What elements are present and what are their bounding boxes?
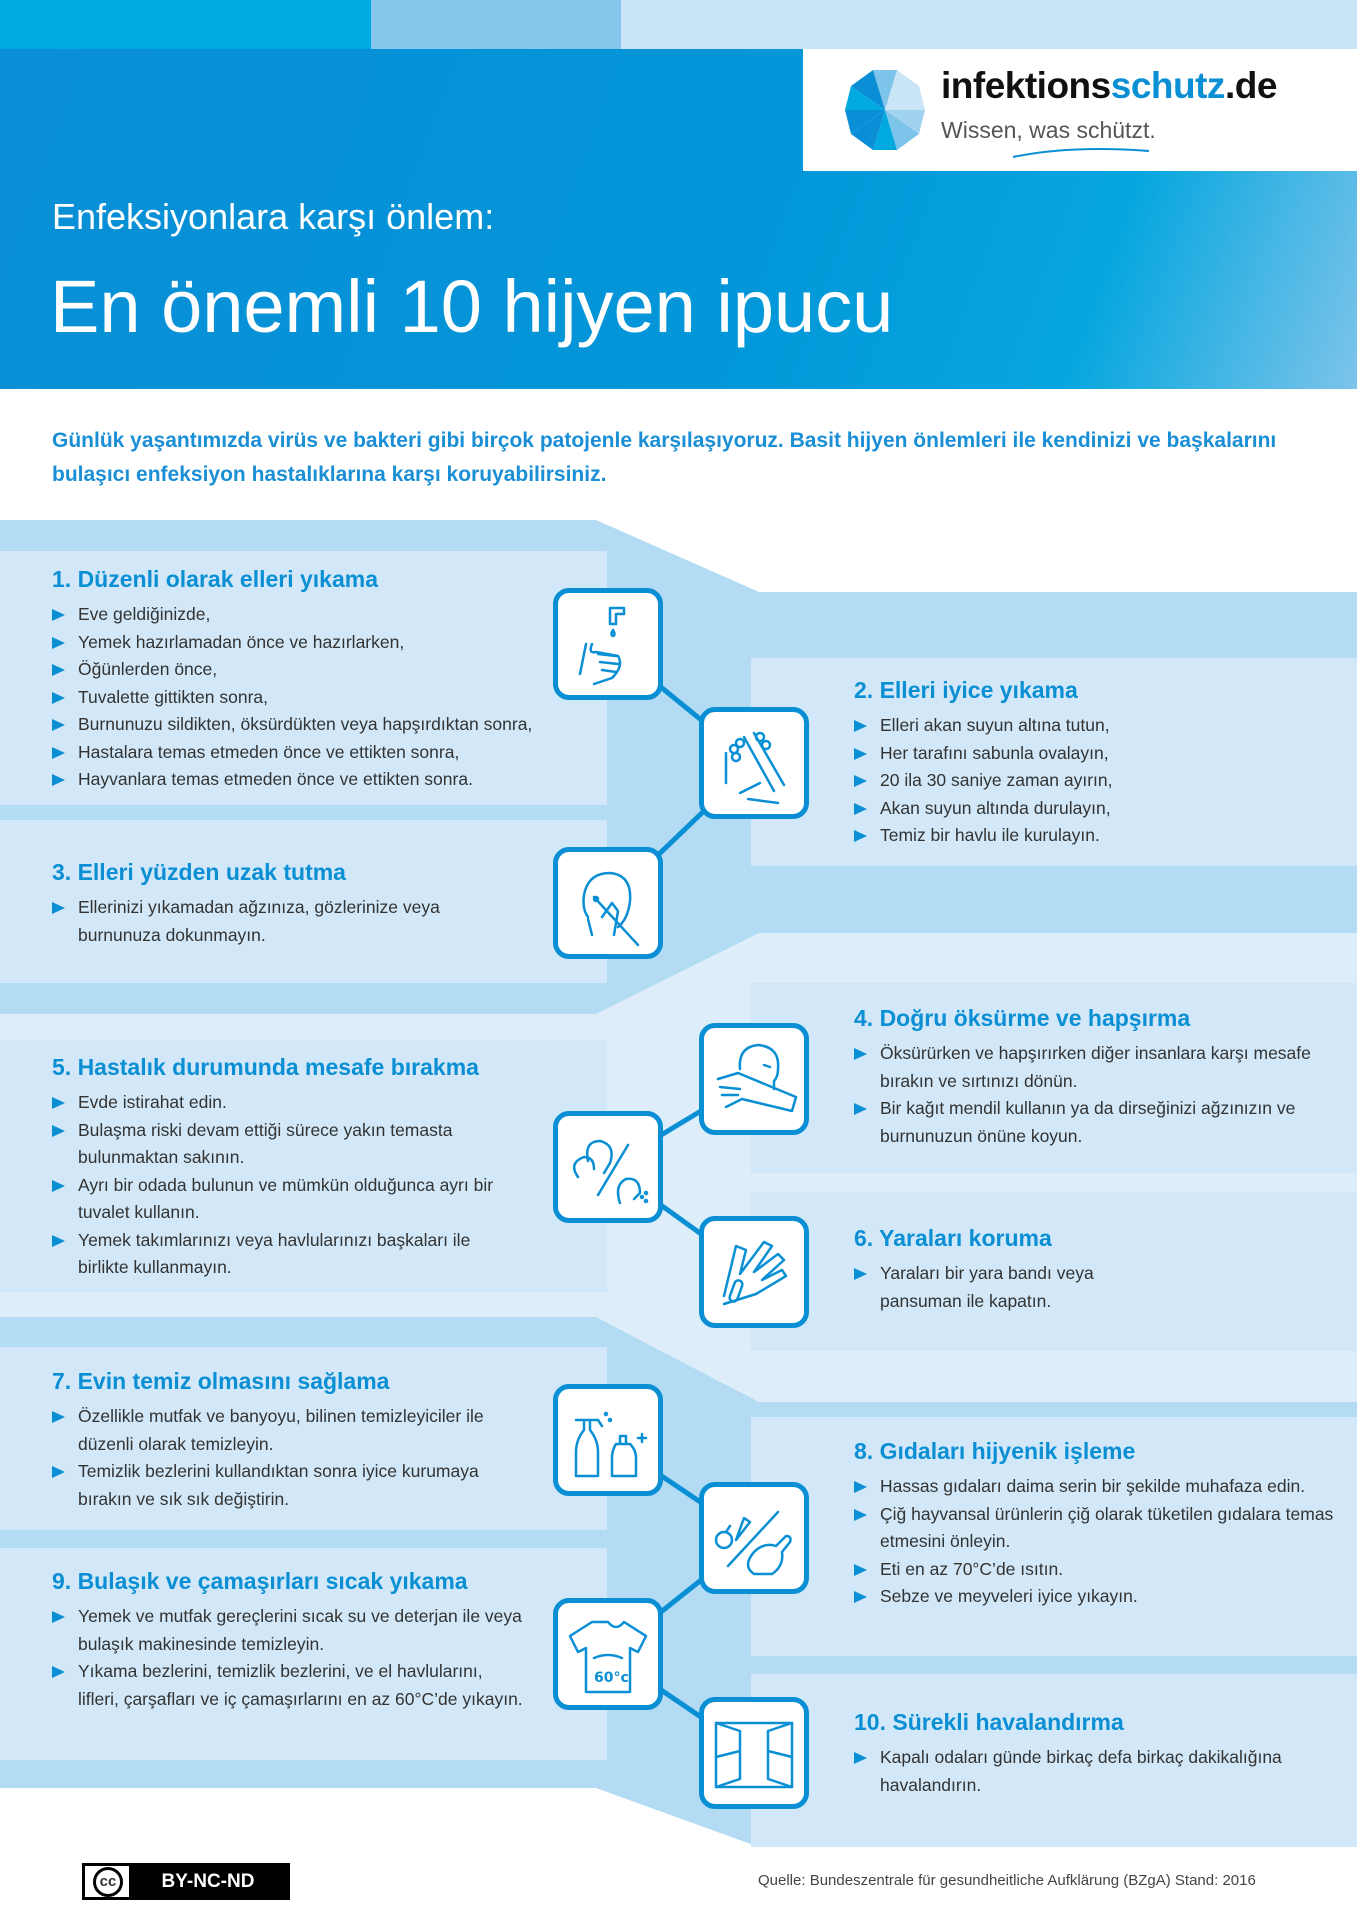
source-note: Quelle: Bundeszentrale für gesundheitliche Aufklärung (BZgA) Stand: 2016 — [758, 1872, 1256, 1889]
tip-4 — [854, 1004, 1334, 1150]
tip-title: 4. Doğru öksürme ve hapşırma — [854, 1005, 1191, 1031]
tip-title: 6. Yaraları koruma — [854, 1225, 1052, 1251]
tip-item: Öksürürken ve hapşırırken diğer insanlara karşı mesafe bırakın ve sırtınızı dönün. — [854, 1040, 1334, 1095]
tip-list — [854, 712, 1324, 850]
tip-list — [854, 1744, 1334, 1799]
tip-title: 10. Sürekli havalandırma — [854, 1709, 1124, 1735]
tip-7 — [52, 1367, 527, 1513]
tip-item: Yıkama bezlerini, temizlik bezlerini, ve el havlularını, lifleri, çarşafları ve iç çamaşırlarını en az 60°C’de yıkayın. — [52, 1658, 527, 1713]
hand-washing-tap-icon — [553, 588, 663, 700]
distance-people-icon — [553, 1111, 663, 1223]
tip-8 — [854, 1437, 1334, 1611]
tip-item: Ayrı bir odada bulunun ve mümkün olduğunca ayrı bir tuvalet kullanın. — [52, 1172, 522, 1227]
tip-item: Burnunuzu sildikten, öksürdükten veya hapşırdıktan sonra, — [52, 711, 572, 739]
tip-item: Yemek hazırlamadan önce ve hazırlarken, — [52, 629, 572, 657]
no-touch-face-icon — [553, 847, 663, 959]
tip-title: 7. Evin temiz olmasını sağlama — [52, 1368, 390, 1394]
temperature-label: 60°c — [594, 1670, 629, 1686]
header-subtitle: Enfeksiyonlara karşı önlem: — [52, 196, 495, 237]
license-label: BY-NC-ND — [129, 1866, 287, 1897]
tip-item: Temizlik bezlerini kullandıktan sonra iyice kurumaya bırakın ve sık sık değiştirin. — [52, 1458, 527, 1513]
tip-item: Yemek ve mutfak gereçlerini sıcak su ve deterjan ile veya bulaşık makinesinde temizleyin. — [52, 1603, 527, 1658]
tip-list — [854, 1260, 1124, 1315]
cough-elbow-icon — [699, 1023, 809, 1135]
tip-title: 1. Düzenli olarak elleri yıkama — [52, 566, 378, 592]
tip-title: 5. Hastalık durumunda mesafe bırakma — [52, 1054, 479, 1080]
tip-list — [52, 1089, 522, 1282]
tip-list — [52, 1603, 527, 1713]
tip-10 — [854, 1708, 1334, 1799]
tip-1 — [52, 565, 572, 794]
logo-brand-1: infektions — [941, 65, 1111, 106]
hand-bandage-icon — [699, 1216, 809, 1328]
logo-brand-2: schutz — [1110, 65, 1225, 106]
soaping-hands-icon — [699, 707, 809, 819]
tip-9 — [52, 1567, 527, 1713]
open-window-icon — [699, 1697, 809, 1809]
tip-item: Özellikle mutfak ve banyoyu, bilinen temizleyiciler ile düzenli olarak temizleyin. — [52, 1403, 527, 1458]
tip-list — [854, 1473, 1334, 1611]
logo-tagline: Wissen, was schützt. — [941, 117, 1156, 143]
page-title: En önemli 10 hijyen ipucu — [50, 265, 894, 348]
tip-list — [52, 601, 572, 794]
tshirt-60c-icon — [553, 1598, 663, 1710]
license-badge[interactable] — [82, 1863, 290, 1900]
tip-item: Akan suyun altında durulayın, — [854, 795, 1324, 823]
tip-item: Öğünlerden önce, — [52, 656, 572, 684]
tip-item: Çiğ hayvansal ürünlerin çiğ olarak tüketilen gıdalara temas etmesini önleyin. — [854, 1501, 1334, 1556]
intro-text: Günlük yaşantımızda virüs ve bakteri gibi birçok patojenle karşılaşıyoruz. Basit hijyen önlemleri ile kendinizi ve başkalarını bulaşıcı enfeksiyon hastalıklarına karşı koruyabilirsiniz. — [52, 429, 1277, 486]
food-separation-icon — [699, 1482, 809, 1594]
tip-item: Eti en az 70°C’de ısıtın. — [854, 1556, 1334, 1584]
tip-item: Ellerinizi yıkamadan ağzınıza, gözlerinize veya burnunuza dokunmayın. — [52, 894, 492, 949]
tip-item: Yaraları bir yara bandı veya pansuman ile kapatın. — [854, 1260, 1124, 1315]
tip-title: 8. Gıdaları hijyenik işleme — [854, 1438, 1136, 1464]
tip-title: 2. Elleri iyice yıkama — [854, 677, 1078, 703]
tip-item: Tuvalette gittikten sonra, — [52, 684, 572, 712]
logo-brand-3: .de — [1224, 65, 1277, 106]
tip-item: Yemek takımlarınızı veya havlularınızı başkaları ile birlikte kullanmayın. — [52, 1227, 522, 1282]
tip-item: Elleri akan suyun altına tutun, — [854, 712, 1324, 740]
tip-6 — [854, 1224, 1124, 1315]
tip-5 — [52, 1053, 522, 1282]
tip-list — [52, 894, 492, 949]
tip-item: 20 ila 30 saniye zaman ayırın, — [854, 767, 1324, 795]
tip-item: Kapalı odaları günde birkaç defa birkaç dakikalığına havalandırın. — [854, 1744, 1334, 1799]
tip-item: Evde istirahat edin. — [52, 1089, 522, 1117]
cleaning-spray-icon — [553, 1384, 663, 1496]
tip-item: Hassas gıdaları daima serin bir şekilde muhafaza edin. — [854, 1473, 1334, 1501]
tip-title: 9. Bulaşık ve çamaşırları sıcak yıkama — [52, 1568, 468, 1594]
tip-2 — [854, 676, 1324, 850]
cc-icon: cc — [93, 1867, 123, 1897]
tip-item: Temiz bir havlu ile kurulayın. — [854, 822, 1324, 850]
tip-item: Sebze ve meyveleri iyice yıkayın. — [854, 1583, 1334, 1611]
tip-item: Hayvanlara temas etmeden önce ve ettikten sonra. — [52, 766, 572, 794]
tip-3 — [52, 858, 492, 949]
tip-item: Her tarafını sabunla ovalayın, — [854, 740, 1324, 768]
tip-item: Bulaşma riski devam ettiği sürece yakın temasta bulunmaktan sakının. — [52, 1117, 522, 1172]
tip-list — [854, 1040, 1334, 1150]
tip-title: 3. Elleri yüzden uzak tutma — [52, 859, 346, 885]
tip-item: Eve geldiğinizde, — [52, 601, 572, 629]
tip-item: Bir kağıt mendil kullanın ya da dirseğinizi ağzınızın ve burnunuzun önüne koyun. — [854, 1095, 1334, 1150]
tip-item: Hastalara temas etmeden önce ve ettikten sonra, — [52, 739, 572, 767]
tip-list — [52, 1403, 527, 1513]
